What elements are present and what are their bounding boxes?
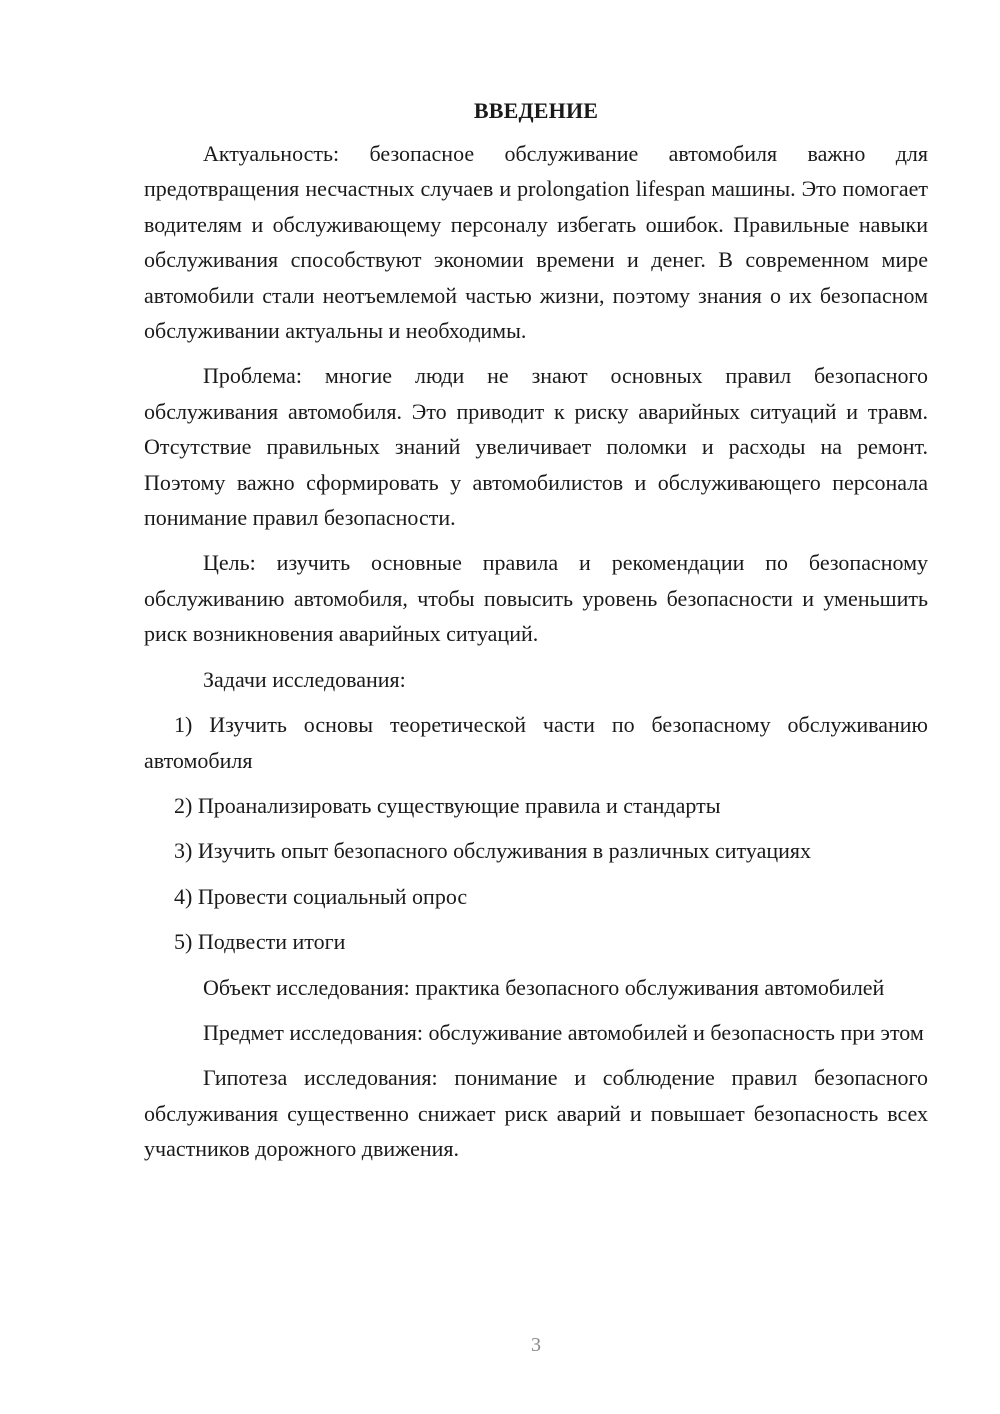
page-number: 3 [531,1334,541,1356]
list-item: 1) Изучить основы теоретической части по безопасному обслуживанию автомобиля [144,712,928,773]
paragraph-problem: Проблема: многие люди не знают основных правил безопасного обслуживания автомобиля. Это приводит к риску аварийных ситуаций и травм. Отсутствие правильных знаний увеличивает поломки и расходы на ремонт. Поэтому важно сформировать у автомобилистов и обслуживающего персонала понимание правил безопасности. [144,363,928,531]
list-item: 5) Подвести итоги [174,929,346,955]
paragraph-goal: Цель: изучить основные правила и рекомендации по безопасному обслуживанию автомобиля, чтобы повысить уровень безопасности и уменьшить риск возникновения аварийных ситуаций. [144,550,928,647]
list-item: 2) Проанализировать существующие правила и стандарты [174,792,721,818]
list-item: 4) Провести социальный опрос [174,883,468,909]
document-title: ВВЕДЕНИЕ [473,98,599,123]
paragraph-object: Объект исследования: практика безопасного обслуживания автомобилей [203,974,885,1000]
paragraph-relevance: Актуальность: безопасное обслуживание автомобиля важно для предотвращения несчастных случаев и prolongation lifespan машины. Это помогает водителям и обслуживающему персоналу избегать ошибок. Правильные навыки обслуживания способствуют экономии времени и денег. В современном мире автомобили стали неотъемлемой частью жизни, поэтому знания о их безопасном обслуживании актуальны и необходимы. [144,141,928,344]
paragraph-hypothesis: Гипотеза исследования: понимание и соблюдение правил безопасного обслуживания существенно снижает риск аварий и повышает безопасность всех участников дорожного движения. [144,1065,928,1162]
document-page [144,96,928,1177]
list-item: 3) Изучить опыт безопасного обслуживания в различных ситуациях [174,838,812,864]
paragraph-tasks-heading: Задачи исследования: [203,666,406,692]
paragraph-subject: Предмет исследования: обслуживание автомобилей и безопасность при этом [203,1019,924,1045]
tasks-list [144,707,928,959]
